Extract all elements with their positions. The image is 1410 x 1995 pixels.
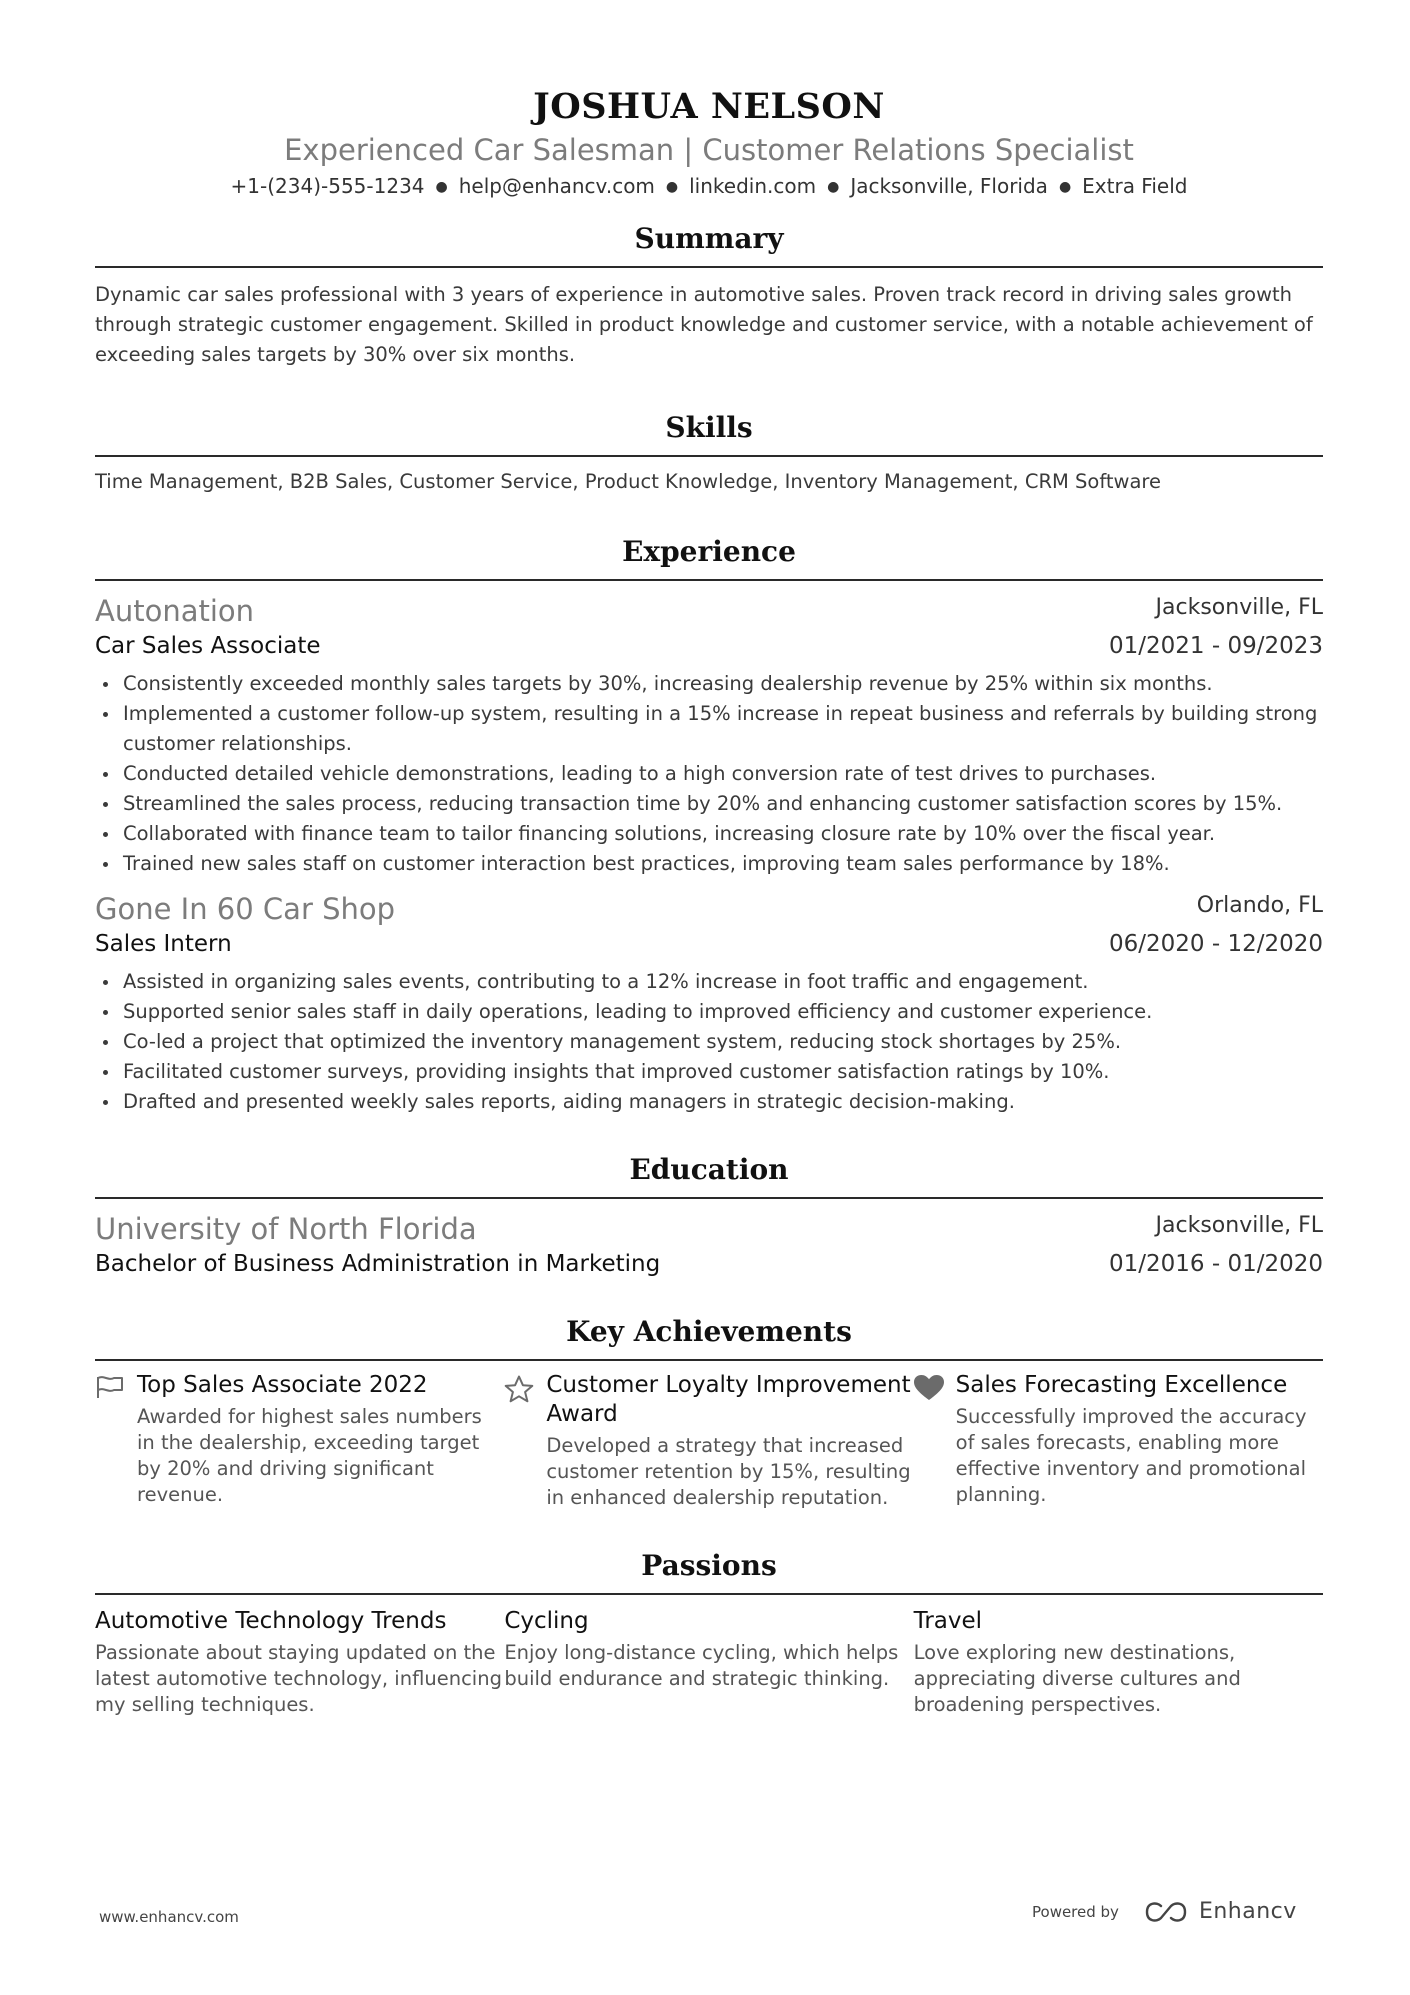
company-name: Gone In 60 Car Shop xyxy=(95,892,396,926)
achievement-title: Sales Forecasting Excellence xyxy=(955,1372,1288,1398)
summary-section xyxy=(95,222,1323,370)
job-bullets xyxy=(95,669,1323,879)
passion-item xyxy=(504,1607,913,1718)
list-item: Implemented a customer follow-up system, resulting in a 15% increase in repeat business and referrals by building strong customer relationships. xyxy=(123,699,1323,759)
separator-dot: ● xyxy=(435,179,448,195)
candidate-title: Experienced Car Salesman | Customer Relations Specialist xyxy=(284,133,1134,167)
brand-name[interactable]: Enhancv xyxy=(1198,1899,1297,1924)
passion-desc: Enjoy long-distance cycling, which helps build endurance and strategic thinking. xyxy=(504,1641,899,1690)
section-title-skills: Skills xyxy=(665,411,753,444)
passion-title: Automotive Technology Trends xyxy=(95,1608,447,1634)
section-divider xyxy=(95,266,1323,268)
list-item: Conducted detailed vehicle demonstrations, leading to a high conversion rate of test drives to purchases. xyxy=(123,759,1323,789)
section-title-summary: Summary xyxy=(634,222,784,255)
achievement-title: Top Sales Associate 2022 xyxy=(137,1372,428,1398)
list-item: Supported senior sales staff in daily operations, leading to improved efficiency and customer experience. xyxy=(123,997,1323,1027)
contact-line xyxy=(95,172,1323,201)
skills-section xyxy=(95,411,1323,497)
separator-dot: ● xyxy=(1058,179,1072,195)
section-divider xyxy=(95,455,1323,457)
passion-title: Travel xyxy=(913,1608,983,1634)
linkedin[interactable]: linkedin.com xyxy=(689,174,817,198)
section-title-education: Education xyxy=(629,1153,789,1186)
passion-title: Cycling xyxy=(504,1608,589,1634)
skills-text: Time Management, B2B Sales, Customer Service, Product Knowledge, Inventory Management, CRM Software xyxy=(95,470,1161,493)
education-section xyxy=(95,1153,1323,1281)
powered-by-label: Powered by xyxy=(1032,1902,1119,1921)
section-title-experience: Experience xyxy=(622,535,796,568)
location: Jacksonville, Florida xyxy=(850,174,1048,198)
star-icon xyxy=(504,1371,546,1511)
list-item: Drafted and presented weekly sales reports, aiding managers in strategic decision-making. xyxy=(123,1087,1323,1117)
section-divider xyxy=(95,579,1323,581)
list-item: Collaborated with finance team to tailor financing solutions, increasing closure rate by 10% over the fiscal year. xyxy=(123,819,1323,849)
phone[interactable]: +1-(234)-555-1234 xyxy=(230,174,425,198)
list-item: Assisted in organizing sales events, contributing to a 12% increase in foot traffic and engagement. xyxy=(123,967,1323,997)
separator-dot: ● xyxy=(827,179,840,195)
passion-item xyxy=(914,1607,1323,1718)
list-item: Consistently exceeded monthly sales targets by 30%, increasing dealership revenue by 25% within six months. xyxy=(123,669,1323,699)
list-item: Facilitated customer surveys, providing insights that improved customer satisfaction ratings by 10%. xyxy=(123,1057,1323,1087)
job-dates: 06/2020 - 12/2020 xyxy=(1108,931,1323,957)
separator-dot: ● xyxy=(665,179,679,195)
education-dates: 01/2016 - 01/2020 xyxy=(1108,1251,1323,1277)
job-location: Jacksonville, FL xyxy=(1155,595,1323,620)
passions-section xyxy=(95,1549,1323,1718)
passion-desc: Love exploring new destinations, appreciating diverse cultures and broadening perspectives. xyxy=(913,1641,1241,1716)
job-entry xyxy=(95,891,1323,1117)
candidate-name: JOSHUA NELSON xyxy=(533,86,885,127)
job-entry xyxy=(95,593,1323,879)
resume-page xyxy=(95,0,1323,1718)
flag-icon xyxy=(95,1371,137,1511)
passion-desc: Passionate about staying updated on the latest automotive technology, influencing my selling techniques. xyxy=(95,1641,502,1716)
job-bullets xyxy=(95,967,1323,1117)
achievement-desc: Successfully improved the accuracy of sales forecasts, enabling more effective inventory and promotional planning. xyxy=(955,1405,1307,1506)
list-item: Co-led a project that optimized the inventory management system, reducing stock shortages by 25%. xyxy=(123,1027,1323,1057)
experience-section xyxy=(95,535,1323,1117)
email[interactable]: help@enhancv.com xyxy=(458,174,655,198)
job-location: Orlando, FL xyxy=(1196,893,1323,918)
section-title-passions: Passions xyxy=(641,1549,777,1582)
section-title-achievements: Key Achievements xyxy=(566,1315,852,1348)
section-divider xyxy=(95,1593,1323,1595)
extra-field: Extra Field xyxy=(1082,174,1188,198)
passion-item xyxy=(95,1607,504,1718)
footer-website[interactable]: www.enhancv.com xyxy=(99,1908,239,1926)
degree: Bachelor of Business Administration in Marketing xyxy=(95,1251,661,1277)
achievement-item xyxy=(914,1371,1323,1511)
section-divider xyxy=(95,1359,1323,1361)
footer-branding xyxy=(1032,1899,1297,1924)
job-role: Sales Intern xyxy=(95,931,232,957)
achievement-title: Customer Loyalty Improvement Award xyxy=(546,1372,911,1427)
school-name: University of North Florida xyxy=(95,1212,477,1246)
list-item: Streamlined the sales process, reducing transaction time by 20% and enhancing customer satisfaction scores by 15%. xyxy=(123,789,1323,819)
achievement-item xyxy=(95,1371,504,1511)
company-name: Autonation xyxy=(95,594,255,628)
education-entry xyxy=(95,1211,1323,1281)
job-role: Car Sales Associate xyxy=(95,633,321,659)
section-divider xyxy=(95,1197,1323,1199)
enhancv-logo-icon xyxy=(1143,1900,1189,1924)
achievement-desc: Awarded for highest sales numbers in the dealership, exceeding target by 20% and driving significant revenue. xyxy=(137,1405,482,1506)
achievement-item xyxy=(504,1371,913,1511)
heart-icon xyxy=(914,1371,956,1511)
school-location: Jacksonville, FL xyxy=(1155,1213,1323,1238)
achievement-desc: Developed a strategy that increased customer retention by 15%, resulting in enhanced dealership reputation. xyxy=(546,1434,911,1509)
list-item: Trained new sales staff on customer interaction best practices, improving team sales performance by 18%. xyxy=(123,849,1323,879)
job-dates: 01/2021 - 09/2023 xyxy=(1108,633,1323,659)
summary-text: Dynamic car sales professional with 3 years of experience in automotive sales. Proven track record in driving sales growth through strategic customer engagement. Skilled in product knowledge and customer service, with a notable achievement of exceeding sales targets by 30% over six months. xyxy=(95,283,1313,366)
achievements-section xyxy=(95,1315,1323,1511)
